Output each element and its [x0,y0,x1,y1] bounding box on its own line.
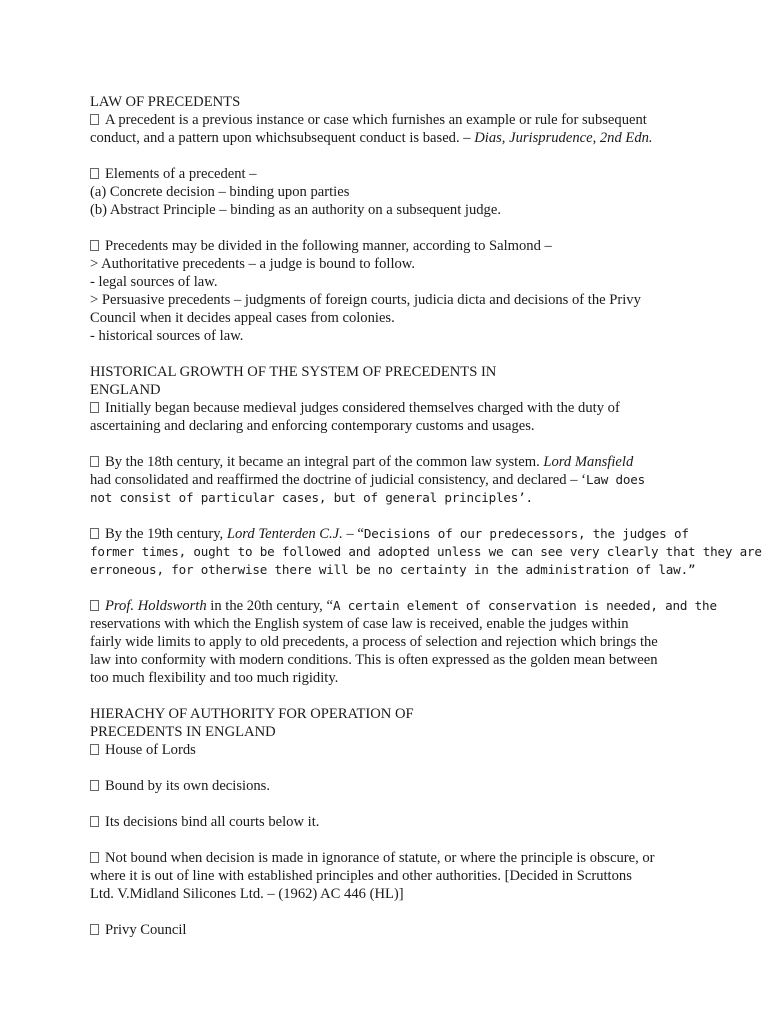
paragraph-line: fairly wide limits to apply to old precedents, a process of selection and rejection which brings the [90,634,658,650]
doc-title: LAW OF PRECEDENTS [90,94,241,110]
bullet-box-icon [90,456,99,467]
paragraph-line: By the 18th century, it became an integral part of the common law system. [105,454,544,470]
hierarchy-heading: HIERACHY OF AUTHORITY FOR OPERATION OF [90,706,414,722]
person-name: Lord Tenterden C.J. [226,526,343,542]
quote-text: erroneous, for otherwise there will be no certainty in the administration of law.” [90,562,696,577]
division-line: - historical sources of law. [90,328,244,344]
bullet-box-icon [90,744,99,755]
bullet-box-icon [90,816,99,827]
paragraph-line: where it is out of line with established principles and other authorities. [Decided in Scruttons [90,868,632,884]
division-line: > Authoritative precedents – a judge is bound to follow. [90,256,416,272]
element-a: (a) Concrete decision – binding upon parties [90,184,350,200]
paragraph-18th-century [90,453,688,507]
paragraph-line: had consolidated and reaffirmed the doctrine of judicial consistency, and declared – ‘ [90,472,586,488]
person-name: Lord Mansfield [543,454,634,470]
section-law-of-precedents [90,93,688,147]
quote-text: former times, ought to be followed and adopted unless we can see very clearly that they are [90,544,762,559]
hierarchy-point: Not bound when decision is made in ignorance of statute, or where the principle is obscure, or [105,850,655,866]
elements-heading: Elements of a precedent – [105,166,257,182]
privy-council-label: Privy Council [105,922,187,938]
quote-text: not consist of particular cases, but of general principles’. [90,490,533,505]
paragraph-20th-century: Prof. Holdsworth in the 20th century, “A certain element of conservation is needed, and the reservations with which the English system of case law is received, enable the judges within fairly wide limits to apply to old precedents, a process of selection and rejection which brings the law into conformity with modern conditions. This is often expressed as the golden mean between too much flexibility and too much rigidity. [90,598,717,686]
bullet-box-icon [90,402,99,413]
quote-text: Decisions of our predecessors, the judges of [363,526,689,541]
bullet-box-icon [90,600,99,611]
paragraph-line: Ltd. V.Midland Silicones Ltd. – (1962) AC 446 (HL)] [90,886,404,902]
historical-heading: ENGLAND [90,382,161,398]
paragraph-line: Initially began because medieval judges considered themselves charged with the duty of [105,400,620,416]
paragraph-line: too much flexibility and too much rigidity. [90,670,339,686]
quote-text: Law does [586,472,646,487]
section-hierarchy [90,705,688,759]
section-elements [90,165,688,219]
bullet-box-icon [90,168,99,179]
paragraph-line: By the 19th century, [105,526,227,542]
hierarchy-point: Bound by its own decisions. [105,778,270,794]
quote-text: A certain element of conservation is needed, and the [332,598,717,613]
house-of-lords-label: House of Lords [105,742,196,758]
bullet-box-icon [90,240,99,251]
bullet-box-icon [90,114,99,125]
intro-line-1: A precedent is a previous instance or case which furnishes an example or rule for subsequent [105,112,647,128]
division-line: Council when it decides appeal cases from colonies. [90,310,395,326]
section-historical [90,363,688,435]
section-division [90,237,688,345]
division-line: > Persuasive precedents – judgments of foreign courts, judicia dicta and decisions of the Privy [90,292,641,308]
paragraph-line: reservations with which the English system of case law is received, enable the judges within [90,616,629,632]
historical-heading: HISTORICAL GROWTH OF THE SYSTEM OF PRECEDENTS IN [90,364,497,380]
hierarchy-heading: PRECEDENTS IN ENGLAND [90,724,276,740]
element-b: (b) Abstract Principle – binding as an authority on a subsequent judge. [90,202,501,218]
division-line: - legal sources of law. [90,274,218,290]
bullet-box-icon [90,924,99,935]
intro-line-2: conduct, and a pattern upon whichsubsequent conduct is based. – [90,130,475,146]
intro-citation: Dias, Jurisprudence, 2nd Edn. [474,130,653,146]
division-heading: Precedents may be divided in the following manner, according to Salmond – [105,238,552,254]
paragraph-line: ascertaining and declaring and enforcing contemporary customs and usages. [90,418,535,434]
hierarchy-point: Its decisions bind all courts below it. [105,814,320,830]
bullet-box-icon [90,528,99,539]
bullet-box-icon [90,780,99,791]
paragraph-line: law into conformity with modern conditions. This is often expressed as the golden mean between [90,652,658,668]
bullet-box-icon [90,852,99,863]
paragraph-19th-century: By the 19th century, Lord Tenterden C.J. – “Decisions of our predecessors, the judges of former times, ought to be followed and adopted unless we can see very clearly that they are erroneous, for otherwise there will be no certainty in the administration of law.” [90,526,762,577]
person-name: Prof. Holdsworth [105,598,207,614]
